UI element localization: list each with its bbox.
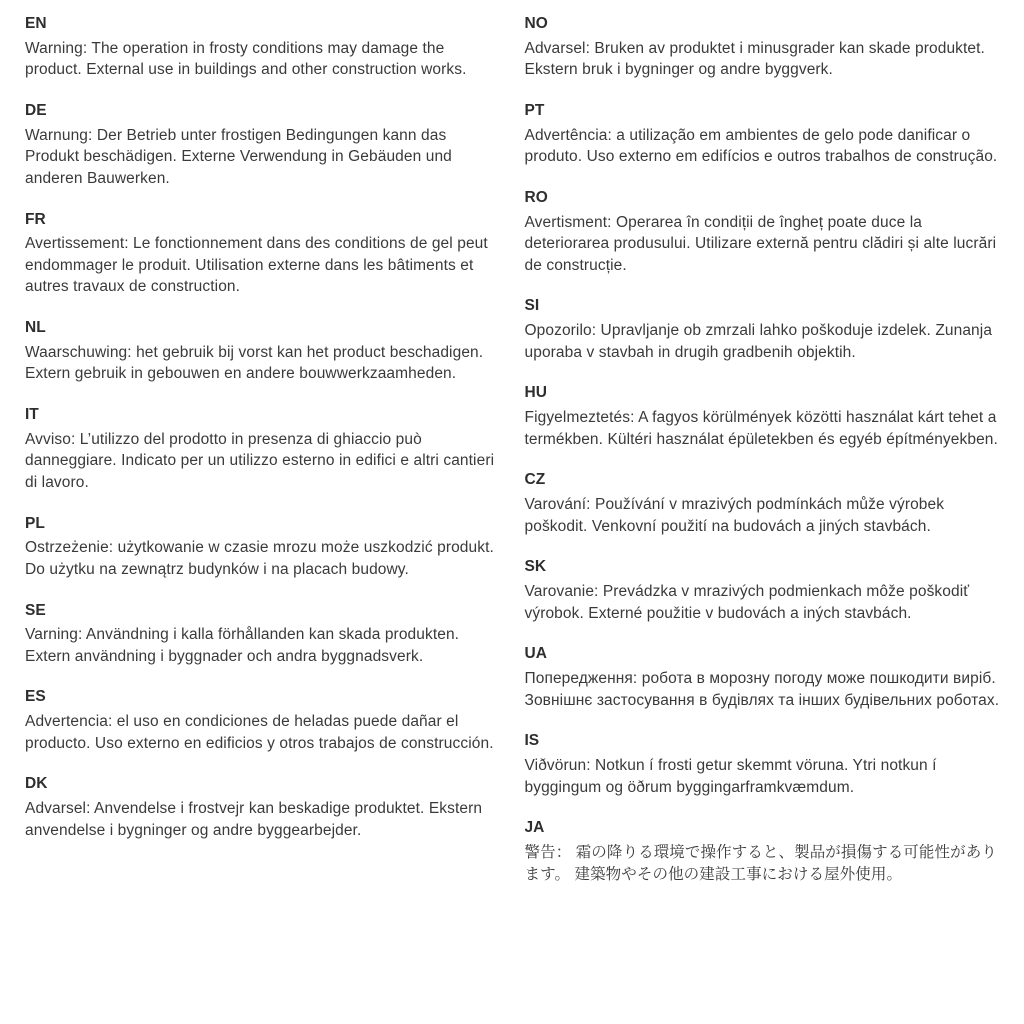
warning-text: Waarschuwing: het gebruik bij vorst kan het product beschadigen. Extern gebruik in gebouwen en andere bouwwerkzaamheden.: [25, 343, 484, 383]
language-code-label: NO: [524, 15, 548, 32]
language-entry-pt: [525, 101, 1001, 168]
language-entry-is: [525, 731, 1001, 798]
warning-text: Avviso: L’utilizzo del prodotto in presenza di ghiaccio può danneggiare. Indicato per un utilizzo esterno in edifici e altri cantieri di lavoro.: [25, 430, 495, 491]
language-entry-es: [25, 687, 501, 754]
left-column: [25, 14, 501, 905]
warning-text: Warnung: Der Betrieb unter frostigen Bedingungen kann das Produkt beschädigen. Externe Verwendung in Gebäuden und anderen Bauwerken.: [25, 126, 452, 187]
warning-text: Viðvörun: Notkun í frosti getur skemmt vöruna. Ytri notkun í byggingum og öðrum byggingarframkvæmdum.: [524, 757, 937, 796]
language-entry-se: [25, 601, 501, 668]
language-code-label: PT: [524, 101, 545, 119]
language-entry-cz: [525, 470, 1001, 537]
warning-text: Avertisment: Operarea în condiții de îngheț poate duce la deteriorarea produsului. Utilizare externă pentru clădiri și alte lucrări de construcție.: [524, 213, 997, 274]
warning-text: Advertência: a utilização em ambientes de gelo pode danificar o produto. Uso externo em edifícios e outros trabalhos de construção.: [524, 126, 998, 166]
language-code-label: SE: [25, 601, 46, 619]
language-entry-de: [25, 101, 501, 190]
language-code-label: RO: [524, 188, 548, 206]
language-code-label: JA: [524, 819, 545, 837]
language-code-label: HU: [524, 384, 547, 402]
language-entry-no: [525, 14, 1001, 81]
language-code-label: PL: [25, 514, 45, 532]
language-code-label: ES: [25, 688, 46, 706]
language-code-label: EN: [25, 15, 47, 32]
warning-text: Попередження: робота в морозну погоду може пошкодити виріб. Зовнішнє застосування в будівлях та інших будівельних роботах.: [524, 670, 1000, 709]
language-code-label: SK: [524, 558, 547, 576]
language-code-label: IT: [25, 406, 39, 423]
warning-text: 警告： 霜の降りる環境で操作すると、製品が損傷する可能性があります。 建築物やその他の建設工事における屋外使用。: [524, 844, 997, 883]
language-code-label: DK: [25, 775, 48, 793]
warning-text: Varovanie: Prevádzka v mrazivých podmienkach môže poškodiť výrobok. Externé použitie v budovách a iných stavbách.: [524, 583, 970, 622]
language-entry-si: [525, 296, 1001, 363]
language-code-label: SI: [524, 297, 540, 315]
language-code-label: NL: [25, 319, 46, 337]
language-entry-sk: [525, 557, 1001, 624]
language-entry-ua: [525, 644, 1001, 711]
language-entry-fr: [25, 210, 501, 299]
language-code-label: DE: [25, 101, 47, 119]
language-entry-en: [25, 14, 501, 81]
warning-text: Advarsel: Anvendelse i frostvejr kan beskadige produktet. Ekstern anvendelse i bygninger og andre byggearbejder.: [25, 800, 483, 839]
warning-text: Warning: The operation in frosty conditions may damage the product. External use in buildings and other construction works.: [25, 39, 467, 79]
language-entry-pl: [25, 514, 501, 581]
warning-text: Varování: Používání v mrazivých podmínkách může výrobek poškodit. Venkovní použití na budovách a jiných stavbách.: [524, 496, 945, 535]
warning-text: Avertissement: Le fonctionnement dans des conditions de gel peut endommager le produit. Utilisation externe dans les bâtiments et autres travaux de construction.: [25, 235, 488, 296]
language-entry-ja: [525, 818, 1001, 885]
language-code-label: IS: [524, 732, 540, 750]
warning-text: Opozorilo: Upravljanje ob zmrzali lahko poškoduje izdelek. Zunanja uporaba v stavbah in drugih gradbenih objektih.: [524, 322, 993, 361]
language-code-label: FR: [25, 210, 46, 228]
warning-text: Varning: Användning i kalla förhållanden kan skada produkten. Extern användning i byggnader och andra byggnadsverk.: [25, 626, 460, 665]
warning-text: Advertencia: el uso en condiciones de heladas puede dañar el producto. Uso externo en edificios y otros trabajos de construcción.: [25, 713, 494, 752]
language-entry-nl: [25, 318, 501, 385]
language-entry-it: [25, 405, 501, 494]
language-entry-dk: [25, 774, 501, 841]
warning-text: Advarsel: Bruken av produktet i minusgrader kan skade produktet. Ekstern bruk i bygninger og andre byggverk.: [524, 39, 985, 79]
warning-text: Figyelmeztetés: A fagyos körülmények közötti használat kárt tehet a termékben. Kültéri használat épületekben és egyéb építményekben.: [524, 409, 998, 448]
two-column-layout: [25, 14, 1000, 905]
language-entry-ro: [525, 188, 1001, 277]
language-entry-hu: [525, 383, 1001, 450]
language-code-label: UA: [524, 645, 547, 663]
language-code-label: CZ: [524, 471, 546, 489]
right-column: [525, 14, 1001, 905]
warning-text: Ostrzeżenie: użytkowanie w czasie mrozu może uszkodzić produkt. Do użytku na zewnątrz budynków i na placach budowy.: [25, 539, 494, 578]
